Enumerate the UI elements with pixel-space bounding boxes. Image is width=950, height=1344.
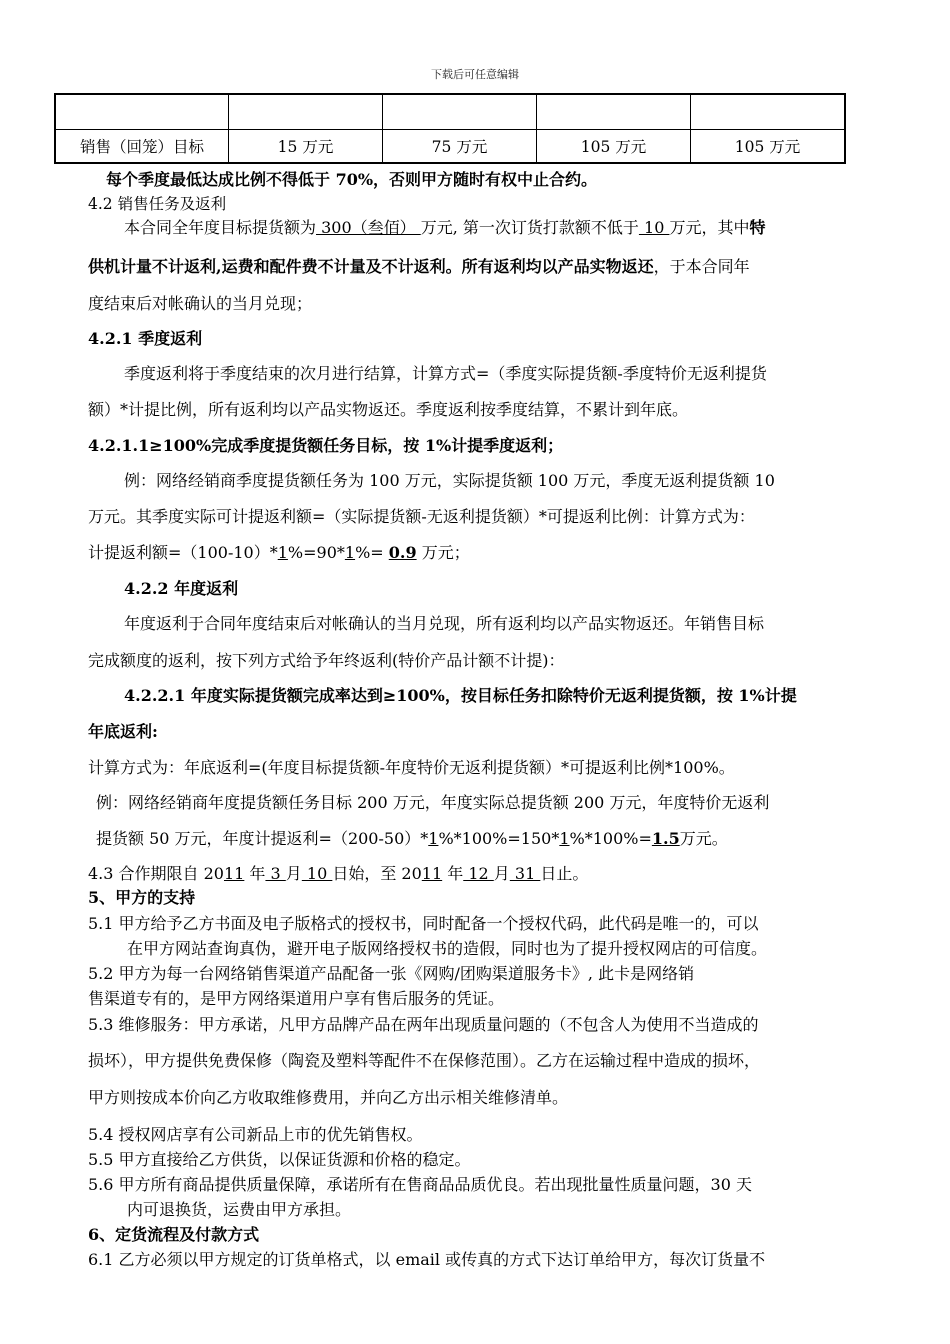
table-cell <box>691 94 846 130</box>
section-heading-5: 5、甲方的支持 <box>88 888 196 907</box>
table-row <box>55 130 845 164</box>
paragraph-line: 供机计量不计返利,运费和配件费不计量及不计返利。所有返利均以产品实物返还，于本合同年 <box>88 257 750 276</box>
paragraph-line: 万元。其季度实际可计提返利额=（实际提货额-无返利提货额）*可提返利比例：计算方式为： <box>88 507 755 526</box>
paragraph-line: 例：网络经销商季度提货额任务为 100 万元，实际提货额 100 万元，季度无返利提货额 10 <box>124 471 775 490</box>
page-header: 下载后可任意编辑 <box>431 68 519 81</box>
table-cell: 15 万元 <box>229 130 383 164</box>
section-heading-4-2-1: 4.2.1 季度返利 <box>88 329 203 348</box>
paragraph-line: 内可退换货，运费由甲方承担。 <box>127 1200 352 1219</box>
paragraph-line: 季度返利将于季度结束的次月进行结算，计算方式=（季度实际提货额-季度特价无返利提货 <box>124 364 767 383</box>
paragraph-line: 本合同全年度目标提货额为 300（叁佰） 万元, 第一次订货打款额不低于 10 万元，其中特 <box>124 218 766 237</box>
paragraph-line: 在甲方网站查询真伪，避开电子版网络授权书的造假，同时也为了提升授权网店的可信度。 <box>127 939 768 958</box>
paragraph-line: 例：网络经销商年度提货额任务目标 200 万元，年度实际总提货额 200 万元，年度特价无返利 <box>96 793 770 812</box>
paragraph-line: 年度返利于合同年度结束后对帐确认的当月兑现，所有返利均以产品实物返还。年销售目标 <box>124 614 765 633</box>
paragraph-line: 5.4 授权网店享有公司新品上市的优先销售权。 <box>88 1125 423 1144</box>
table-cell: 105 万元 <box>691 130 846 164</box>
calculation-line: 计提返利额=（100-10）*1%=90*1%= 0.9 万元； <box>88 543 470 562</box>
table-cell <box>383 94 537 130</box>
minimum-ratio-note: 每个季度最低达成比例不得低于 70%，否则甲方随时有权中止合约。 <box>106 170 598 189</box>
paragraph-line: 售渠道专有的，是甲方网络渠道用户享有售后服务的凭证。 <box>88 989 505 1008</box>
sales-target-table <box>54 93 846 164</box>
cooperation-period-line: 4.3 合作期限自 2011 年 3 月 10 日始，至 2011 年 12 月 31 日止。 <box>88 864 589 883</box>
section-heading-6: 6、定货流程及付款方式 <box>88 1225 260 1244</box>
paragraph-line: 损坏），甲方提供免费保修（陶瓷及塑料等配件不在保修范围）。乙方在运输过程中造成的损坏， <box>88 1051 761 1070</box>
paragraph-line: 5.3 维修服务：甲方承诺，凡甲方品牌产品在两年出现质量问题的（不包含人为使用不当造成的 <box>88 1015 759 1034</box>
paragraph-line: 甲方则按成本价向乙方收取维修费用，并向乙方出示相关维修清单。 <box>88 1088 569 1107</box>
table-cell <box>55 94 229 130</box>
section-heading-4-2: 4.2 销售任务及返利 <box>88 195 227 213</box>
paragraph-line: 5.1 甲方给予乙方书面及电子版格式的授权书，同时配备一个授权代码，此代码是唯一的，可以 <box>88 914 759 933</box>
table-cell: 75 万元 <box>383 130 537 164</box>
paragraph-line: 6.1 乙方必须以甲方规定的订货单格式，以 email 或传真的方式下达订单给甲方，每次订货量不 <box>88 1250 766 1269</box>
paragraph-line: 年底返利: <box>88 722 158 741</box>
section-heading-4-2-1-1: 4.2.1.1≥100%完成季度提货额任务目标，按 1%计提季度返利； <box>88 436 564 455</box>
table-cell-label: 销售（回笼）目标 <box>55 130 229 164</box>
section-heading-4-2-2-1: 4.2.2.1 年度实际提货额完成率达到≥100%，按目标任务扣除特价无返利提货额，按 1%计提 <box>124 686 797 705</box>
paragraph-line: 完成额度的返利，按下列方式给予年终返利(特价产品计额不计提)： <box>88 651 565 670</box>
paragraph-line: 度结束后对帐确认的当月兑现； <box>88 294 313 313</box>
section-heading-4-2-2: 4.2.2 年度返利 <box>124 579 239 598</box>
table-cell <box>229 94 383 130</box>
table-row <box>55 94 845 130</box>
paragraph-line: 5.5 甲方直接给乙方供货，以保证货源和价格的稳定。 <box>88 1150 471 1169</box>
paragraph-line: 5.2 甲方为每一台网络销售渠道产品配备一张《网购/团购渠道服务卡》, 此卡是网络销 <box>88 964 695 983</box>
paragraph-line: 5.6 甲方所有商品提供质量保障，承诺所有在售商品品质优良。若出现批量性质量问题，30 天 <box>88 1175 752 1194</box>
paragraph-line: 额）*计提比例，所有返利均以产品实物返还。季度返利按季度结算，不累计到年底。 <box>88 400 689 419</box>
calculation-line: 提货额 50 万元，年度计提返利=（200-50）*1%*100%=150*1%*100%=1.5万元。 <box>96 829 728 848</box>
table-cell <box>537 94 691 130</box>
table-cell: 105 万元 <box>537 130 691 164</box>
paragraph-line: 计算方式为：年底返利=(年度目标提货额-年度特价无返利提货额）*可提返利比例*100%。 <box>88 758 735 777</box>
